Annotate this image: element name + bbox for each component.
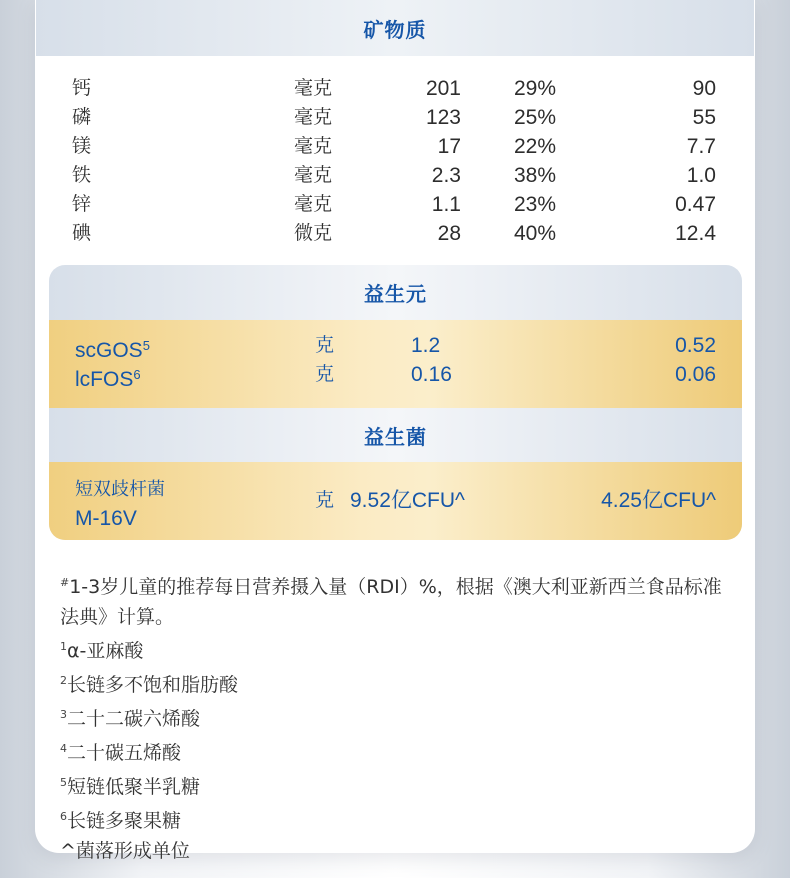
table-row [0,74,790,103]
footnote-marker: 2 [60,674,67,687]
mineral-amount: 2.3 [431,164,461,187]
rdi-note [60,568,750,602]
footnote-marker: 6 [60,810,67,823]
mineral-per-100kj: 7.7 [686,135,716,158]
probiotic-name-line1: 短双歧杆菌 [75,479,165,500]
mineral-unit: 毫克 [294,106,333,128]
mineral-amount: 1.1 [431,193,461,216]
footnote-text: 长链多聚果糖 [67,810,182,832]
probiotics-title: 益生菌 [364,424,427,449]
mineral-name: 锌 [72,193,92,215]
prebiotic-name [75,360,141,394]
prebiotic-name-text: lcFOS [75,368,134,391]
footnotes [60,568,750,866]
prebiotic-per-100kj: 0.52 [675,334,716,357]
prebiotic-unit: 克 [315,363,335,385]
prebiotics-header [49,265,742,320]
mineral-amount: 28 [437,222,461,245]
footnote-marker: 1 [60,640,67,653]
mineral-unit: 微克 [294,222,333,244]
mineral-name: 钙 [72,77,92,99]
footnote-text: 短链低聚半乳糖 [67,776,201,798]
mineral-per-100kj: 0.47 [675,193,716,216]
prebiotics-title: 益生元 [364,282,427,306]
mineral-unit: 毫克 [294,164,333,186]
mineral-rdi-percent: 29% [514,77,557,100]
mineral-name: 磷 [72,106,92,128]
probiotics-body [49,462,742,540]
table-row [0,161,790,190]
mineral-per-100kj: 1.0 [686,164,716,187]
footnote-item [60,632,750,666]
table-row [0,132,790,161]
prebiotic-per-100kj: 0.06 [675,363,716,386]
footnote-item [60,666,750,700]
mineral-amount: 201 [425,77,461,100]
footnote-marker: 5 [142,338,150,353]
table-row [0,190,790,219]
prebiotic-amount: 1.2 [411,334,441,357]
table-row [49,331,742,360]
mineral-rdi-percent: 38% [514,164,557,187]
mineral-per-100kj: 55 [692,106,716,129]
minerals-header [36,0,754,56]
footnote-marker: 3 [60,708,67,721]
prebiotic-amount: 0.16 [411,363,452,386]
probiotics-header [49,408,742,462]
footnote-marker: 5 [60,776,67,789]
probiotic-name [75,475,165,533]
biotics-panel [49,265,742,540]
mineral-unit: 毫克 [294,77,333,99]
footnote-marker: 6 [133,367,141,382]
footnote-marker: # [60,576,70,589]
probiotic-per-100kj: 4.25亿CFU^ [601,489,716,512]
table-row [49,360,742,389]
rdi-note-cont: 法典》计算。 [60,606,175,628]
mineral-per-100kj: 90 [692,77,716,100]
table-row [0,103,790,132]
footnote-item [60,768,750,802]
mineral-per-100kj: 12.4 [675,222,716,245]
prebiotic-name-text: scGOS [75,339,143,362]
mineral-name: 碘 [72,222,92,244]
mineral-rdi-percent: 22% [514,135,557,158]
mineral-amount: 17 [437,135,461,158]
footnote-item [60,700,750,734]
mineral-unit: 毫克 [294,135,333,157]
probiotic-name-line2: M-16V [75,507,137,530]
mineral-name: 镁 [72,135,92,157]
footnote-item [60,802,750,836]
footnote-text: 长链多不饱和脂肪酸 [67,674,239,696]
mineral-amount: 123 [425,106,461,129]
prebiotic-unit: 克 [315,334,335,356]
table-row [49,475,742,530]
footnote-marker: 4 [60,742,67,755]
mineral-unit: 毫克 [294,193,333,215]
mineral-rdi-percent: 40% [514,222,557,245]
footnote-text: 二十二碳六烯酸 [67,708,201,730]
footnote-item [60,734,750,768]
minerals-title: 矿物质 [363,17,427,42]
prebiotics-body [49,320,742,408]
mineral-name: 铁 [72,164,92,186]
probiotic-unit: 克 [315,489,335,511]
table-row [0,219,790,248]
footnote-text: α-亚麻酸 [67,640,144,662]
rdi-note-line1: 1-3岁儿童的推荐每日营养摄入量（RDI）%，根据《澳大利亚新西兰食品标准 [69,576,722,598]
mineral-rdi-percent: 25% [514,106,557,129]
mineral-rdi-percent: 23% [514,193,557,216]
footnote-text: 二十碳五烯酸 [67,742,182,764]
cfu-note: ^菌落形成单位 [60,840,190,862]
probiotic-amount: 9.52亿CFU^ [350,489,465,512]
